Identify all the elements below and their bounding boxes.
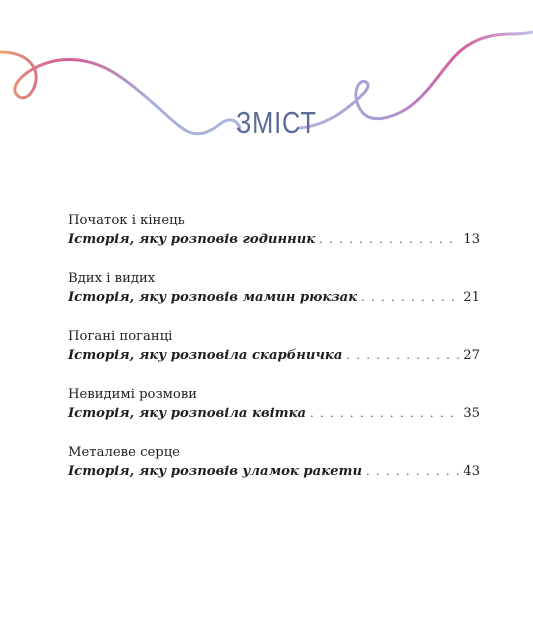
- chapter-title: Початок і кінець: [68, 213, 185, 228]
- chapter-title: Вдих і видих: [68, 271, 156, 286]
- chapter-title: Погані поганці: [68, 329, 173, 344]
- chapter-title: Металеве серце: [68, 445, 180, 460]
- dot-leader: [366, 462, 459, 482]
- dot-leader: [319, 230, 459, 250]
- chapter-subtitle: Історія, яку розповів годинник: [68, 232, 316, 247]
- chapter-subtitle: Історія, яку розповіла квітка: [68, 406, 307, 421]
- page-title: ЗМІСТ: [236, 105, 317, 140]
- toc-line: [68, 230, 480, 250]
- toc-line: [68, 288, 480, 308]
- toc-entry[interactable]: [68, 386, 480, 444]
- page-number: 21: [463, 290, 480, 305]
- toc-entry[interactable]: [68, 328, 480, 386]
- toc-entry[interactable]: [68, 212, 480, 270]
- page-number: 27: [463, 348, 480, 363]
- table-of-contents: [68, 212, 480, 502]
- toc-line: [68, 404, 480, 424]
- chapter-subtitle: Історія, яку розповів уламок ракети: [68, 464, 363, 479]
- page-number: 35: [463, 406, 480, 421]
- chapter-title: Невидимі розмови: [68, 387, 198, 402]
- chapter-subtitle: Історія, яку розповіла скарбничка: [68, 348, 343, 363]
- page-number: 43: [463, 464, 480, 479]
- toc-entry[interactable]: [68, 444, 480, 502]
- ribbon-left: [0, 52, 240, 134]
- chapter-subtitle: Історія, яку розповів мамин рюкзак: [68, 290, 358, 305]
- dot-leader: [346, 346, 459, 366]
- dot-leader: [361, 288, 459, 308]
- dot-leader: [310, 404, 459, 424]
- ribbon-right: [300, 32, 533, 128]
- toc-entry[interactable]: [68, 270, 480, 328]
- toc-line: [68, 346, 480, 366]
- decorative-ribbon: [0, 0, 533, 175]
- page-number: 13: [463, 232, 480, 247]
- toc-line: [68, 462, 480, 482]
